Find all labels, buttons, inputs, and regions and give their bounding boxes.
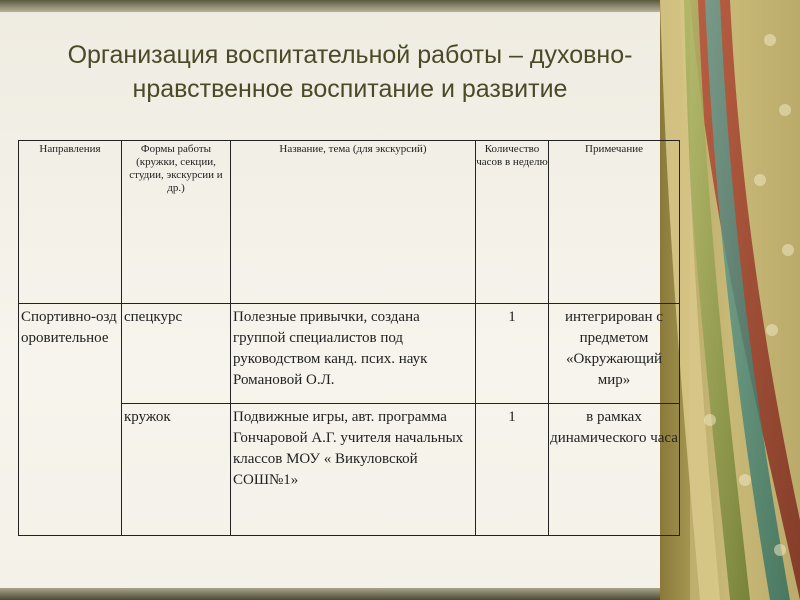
cell-hours: 1 [476, 304, 549, 404]
table-row [19, 304, 680, 404]
header-forms: Формы работы (кружки, секции, студии, экскурсии и др.) [122, 141, 231, 304]
cell-name: Подвижные игры, авт. программа Гончаровой А.Г. учителя начальных классов МОУ « Викуловской СОШ№1» [231, 404, 476, 536]
header-note: Примечание [549, 141, 680, 304]
header-name: Название, тема (для экскурсий) [231, 141, 476, 304]
decorative-ribbon-panel [660, 0, 800, 600]
cell-name: Полезные привычки, создана группой специалистов под руководством канд. псих. наук Романовой О.Л. [231, 304, 476, 404]
table-header-row [19, 141, 680, 304]
slide-title: Организация воспитательной работы – духовно-нравственное воспитание и развитие [67, 41, 633, 103]
header-direction: Направления [19, 141, 122, 304]
top-band [0, 0, 700, 12]
cell-form: спецкурс [122, 304, 231, 404]
work-table [18, 140, 680, 536]
cell-form: кружок [122, 404, 231, 536]
cell-note: интегрирован с предметом «Окружающий мир» [549, 304, 680, 404]
bottom-band [0, 588, 700, 600]
cell-direction: Спортивно-оздоровительное [19, 304, 122, 536]
header-hours: Количество часов в неделю [476, 141, 549, 304]
cell-hours: 1 [476, 404, 549, 536]
cell-note: в рамках динамического часа [549, 404, 680, 536]
